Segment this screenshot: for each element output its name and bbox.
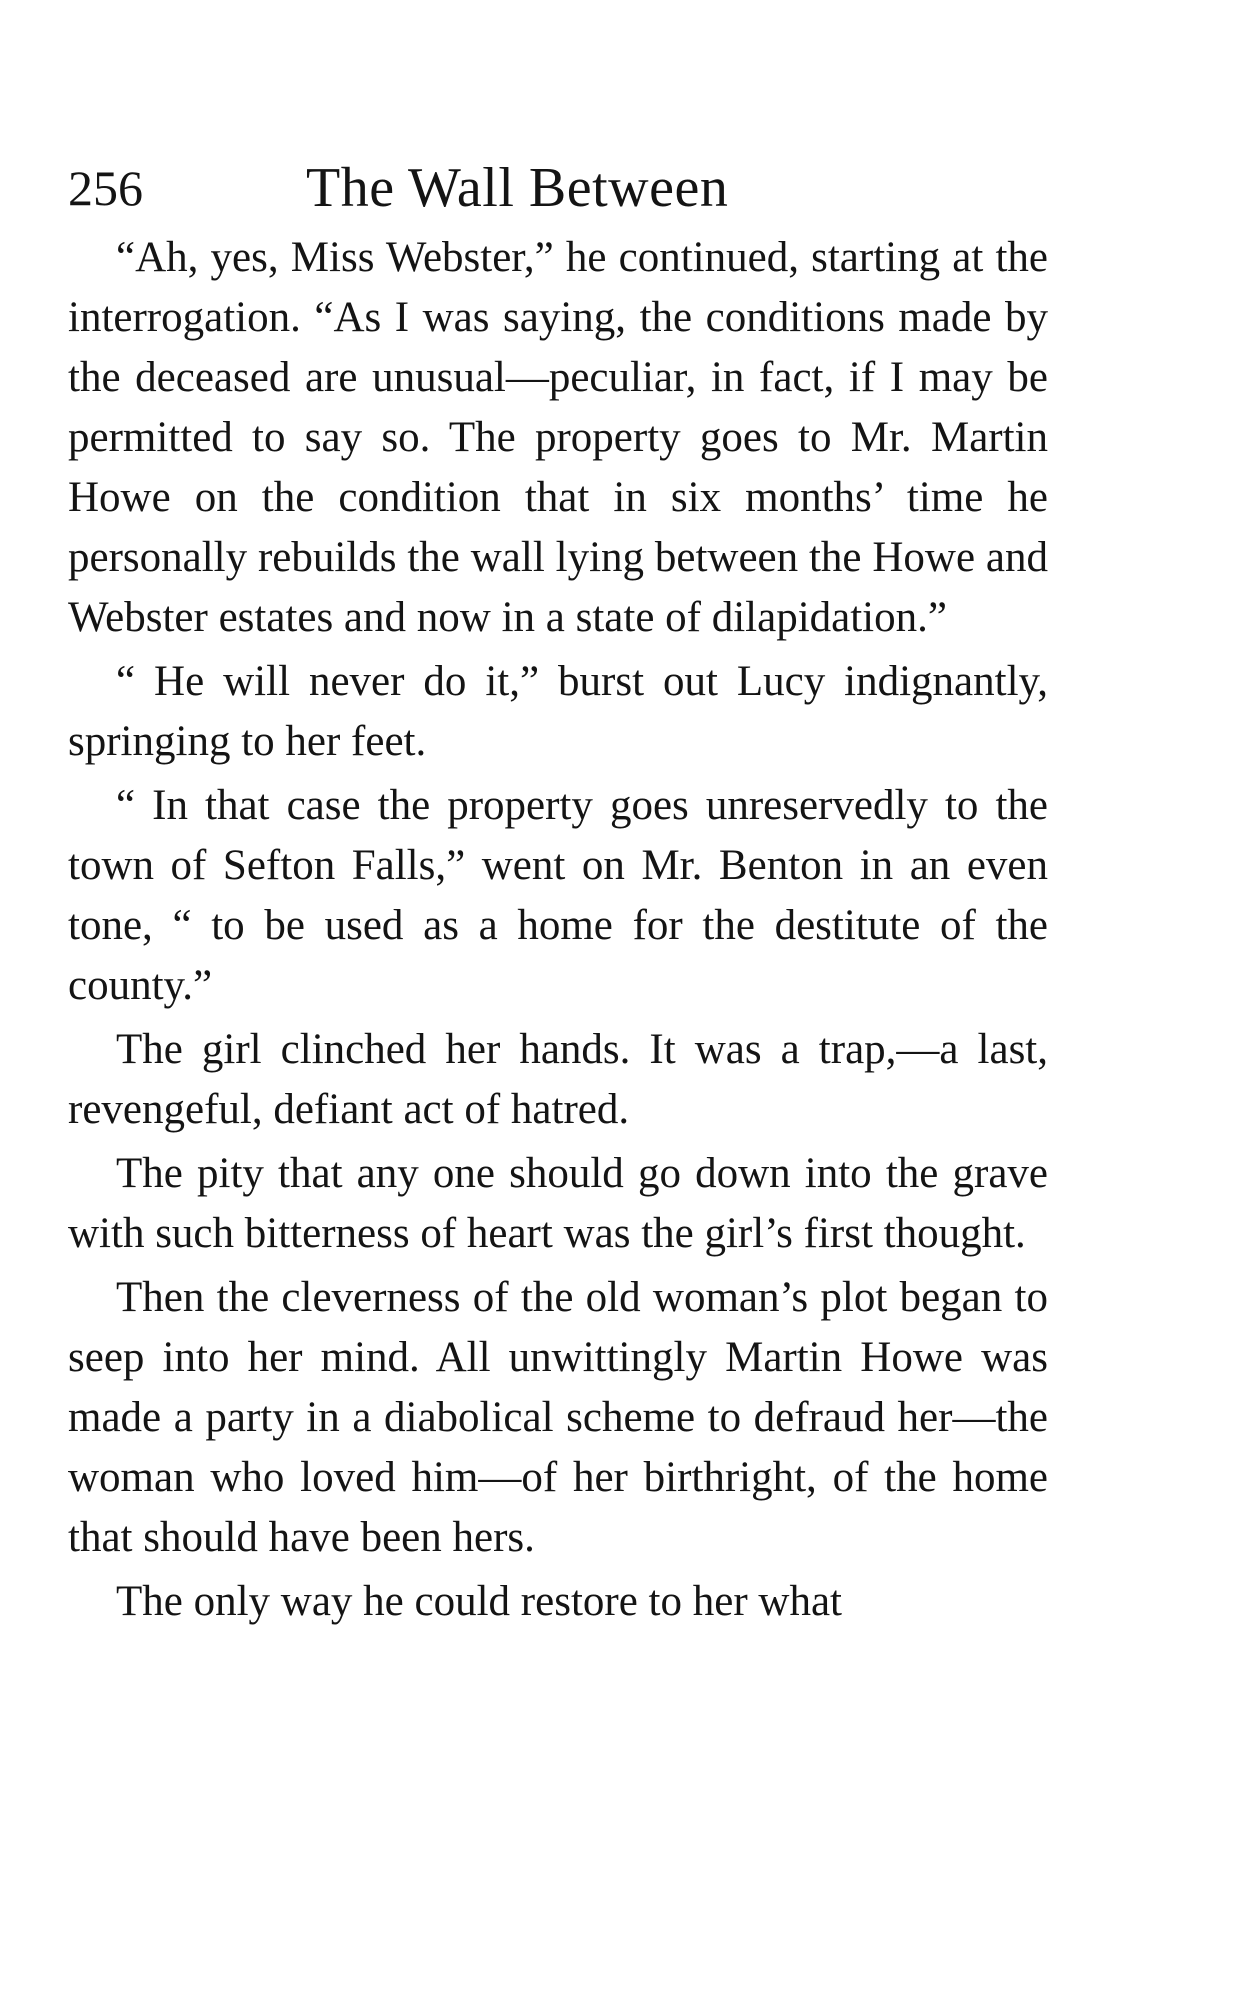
page-number: 256	[68, 160, 143, 216]
paragraph: The pity that any one should go down into the grave with such bitterness of heart was the girl’s first thought.	[68, 1150, 1048, 1257]
paragraph: “ In that case the property goes unreservedly to the town of Sefton Falls,” went on Mr. Benton in an even tone, “ to be used as a home for the destitute of the county.”	[68, 782, 1048, 1009]
body-text	[68, 228, 1048, 1636]
page-header	[68, 148, 1048, 228]
paragraph: The only way he could restore to her what	[116, 1578, 842, 1625]
paragraph: The girl clinched her hands. It was a trap,—a last, revengeful, defiant act of hatred.	[68, 1026, 1048, 1133]
paragraph: Then the cleverness of the old woman’s plot began to seep into her mind. All unwittingly Martin Howe was made a party in a diabolical scheme to defraud her—the woman who loved him—of her birthright, of the home that should have been hers.	[68, 1274, 1048, 1561]
paragraph: “Ah, yes, Miss Webster,” he continued, starting at the interrogation. “As I was saying, the conditions made by the deceased are unusual—peculiar, in fact, if I may be permitted to say so. The property goes to Mr. Martin Howe on the condition that in six months’ time he personally rebuilds the wall lying between the Howe and Webster estates and now in a state of dilapidation.”	[68, 234, 1048, 641]
paragraph: “ He will never do it,” burst out Lucy indignantly, springing to her feet.	[68, 658, 1048, 765]
running-title: The Wall Between	[306, 157, 729, 219]
